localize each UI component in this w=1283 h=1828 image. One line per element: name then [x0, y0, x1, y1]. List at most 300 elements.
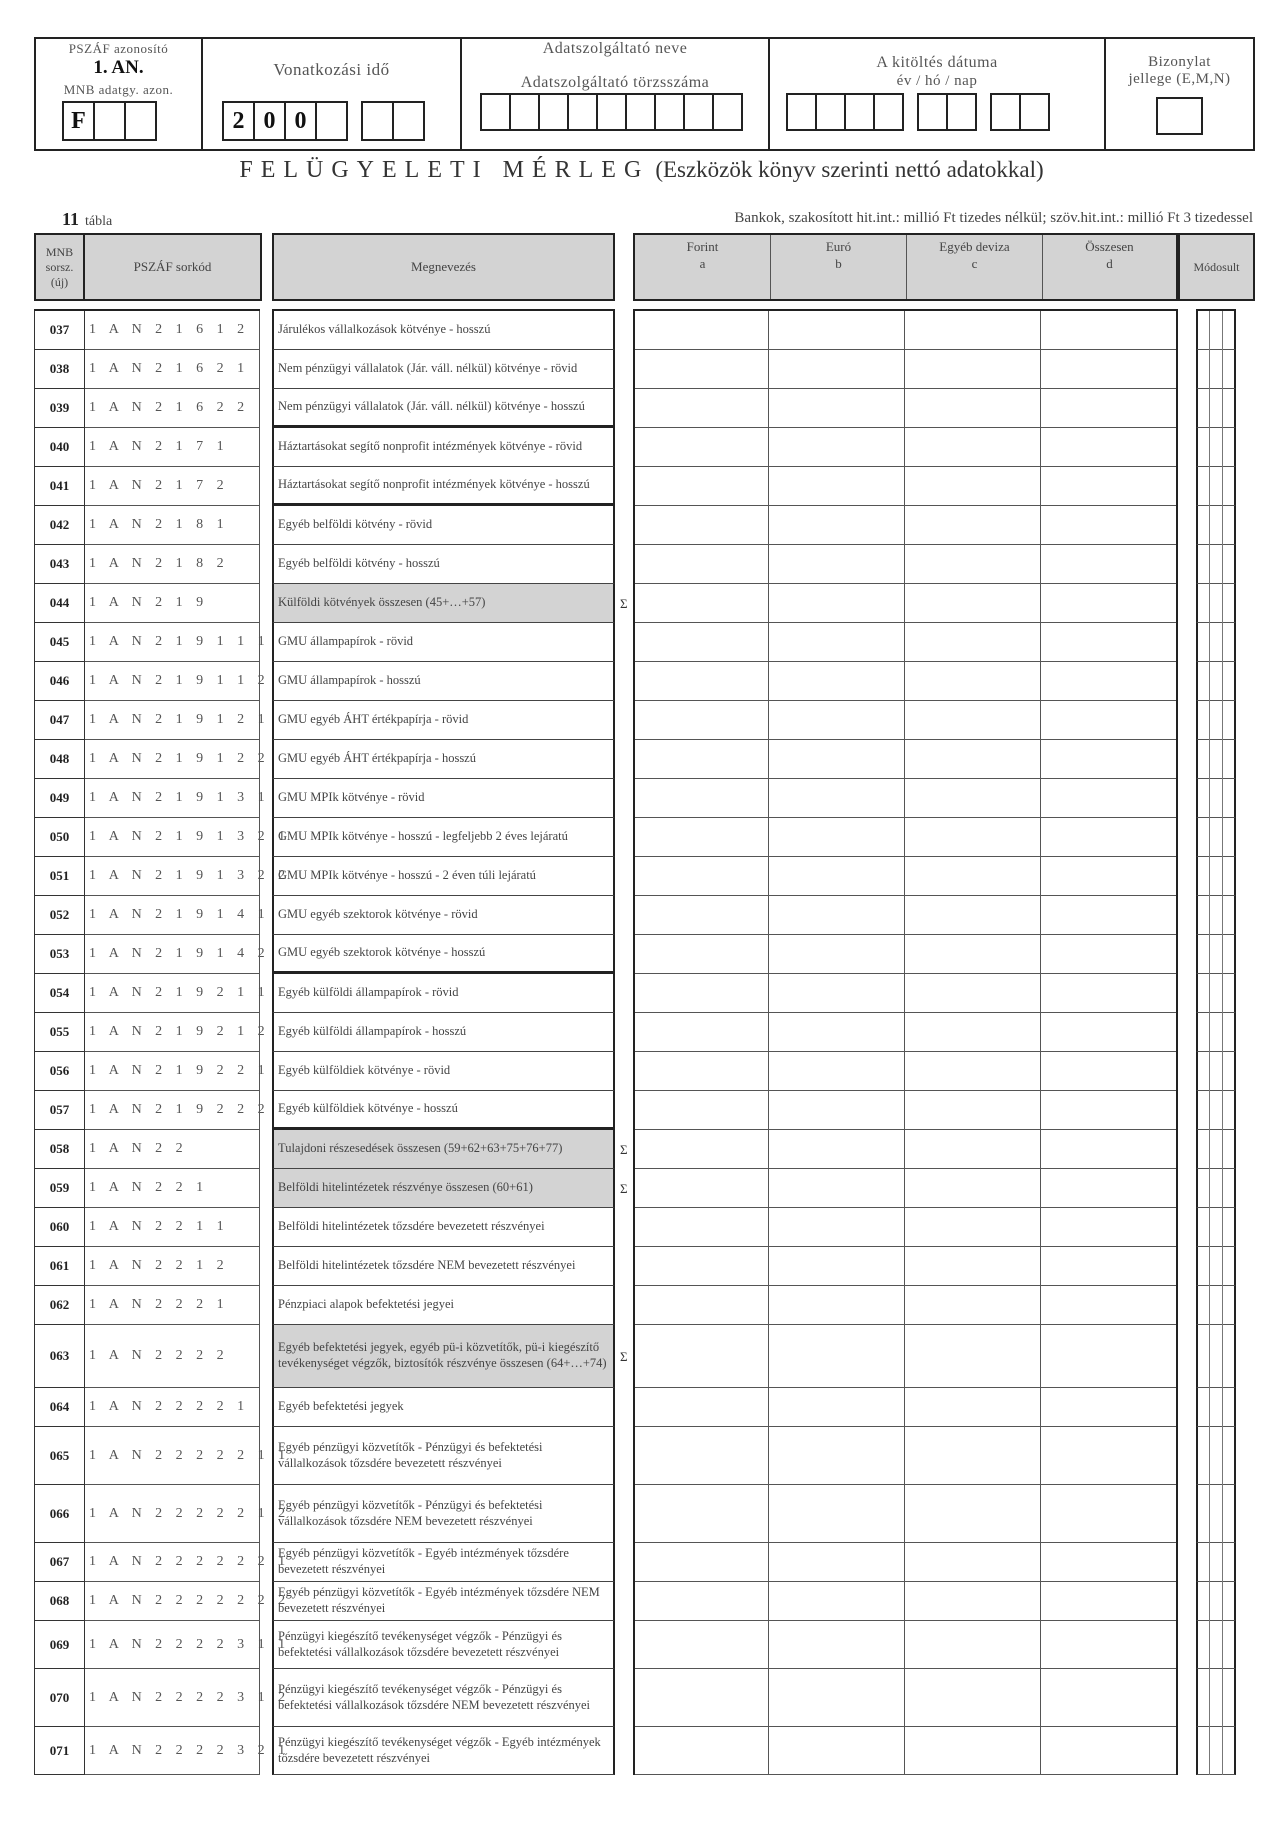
value-cell-other[interactable]: [905, 818, 1041, 857]
value-cell-forint[interactable]: [633, 1669, 769, 1727]
value-cell-total[interactable]: [1041, 1286, 1178, 1325]
value-cell-euro[interactable]: [769, 1169, 905, 1208]
date-box-3[interactable]: [844, 93, 875, 131]
table-row: [0, 1091, 1283, 1130]
value-cell-euro[interactable]: [769, 896, 905, 935]
value-cell-forint[interactable]: [633, 1427, 769, 1485]
value-cell-euro[interactable]: [769, 1325, 905, 1388]
value-cell-total[interactable]: [1041, 1052, 1178, 1091]
modified-cell-inner: [1209, 779, 1223, 818]
modified-cell-inner: [1209, 896, 1223, 935]
row-code: 1 A N 2 2 2 2 2 2 1: [85, 1543, 260, 1582]
row-code: 1 A N 2 2 2 2 1: [85, 1388, 260, 1427]
row-code: 1 A N 2 1 6 2 2: [85, 389, 260, 428]
row-name: Egyéb külföldiek kötvénye - hosszú: [272, 1091, 615, 1130]
row-code: 1 A N 2 1 9 1 3 2 1: [85, 818, 260, 857]
value-cell-other[interactable]: [905, 1208, 1041, 1247]
value-cell-forint[interactable]: [633, 311, 769, 350]
value-cell-other[interactable]: [905, 857, 1041, 896]
value-cell-other[interactable]: [905, 935, 1041, 974]
modified-cell-inner: [1209, 1169, 1223, 1208]
value-cell-total[interactable]: [1041, 1091, 1178, 1130]
table-row: [0, 1013, 1283, 1052]
value-cell-forint[interactable]: [633, 584, 769, 623]
value-cell-euro[interactable]: [769, 1727, 905, 1775]
value-cell-total[interactable]: [1041, 467, 1178, 506]
value-columns-header: [633, 233, 1178, 301]
id-box-3[interactable]: [124, 101, 157, 141]
value-cell-forint[interactable]: [633, 1485, 769, 1543]
date-box-8[interactable]: [1019, 93, 1050, 131]
date-label: A kitöltés dátuma: [876, 54, 998, 71]
row-number: 071: [34, 1727, 85, 1775]
reg-box-5[interactable]: [596, 93, 627, 131]
row-number: 070: [34, 1669, 85, 1727]
value-cell-euro[interactable]: [769, 779, 905, 818]
id-box-2[interactable]: [93, 101, 126, 141]
value-cell-other[interactable]: [905, 1247, 1041, 1286]
date-box-5[interactable]: [917, 93, 948, 131]
table-row: [0, 1286, 1283, 1325]
table-number: [62, 209, 112, 230]
modified-cell-inner: [1209, 1208, 1223, 1247]
value-cell-euro[interactable]: [769, 974, 905, 1013]
table-row: [0, 1325, 1283, 1388]
row-name: GMU egyéb szektorok kötvénye - rövid: [272, 896, 615, 935]
modified-cell-inner: [1209, 818, 1223, 857]
value-cell-forint[interactable]: [633, 662, 769, 701]
table-row: [0, 1169, 1283, 1208]
value-cell-forint[interactable]: [633, 1727, 769, 1775]
value-cell-euro[interactable]: [769, 506, 905, 545]
value-cell-euro[interactable]: [769, 584, 905, 623]
value-cell-other[interactable]: [905, 1427, 1041, 1485]
modified-cell-inner: [1209, 584, 1223, 623]
value-cell-euro[interactable]: [769, 1485, 905, 1543]
row-number: 065: [34, 1427, 85, 1485]
value-cell-euro[interactable]: [769, 1427, 905, 1485]
col-euro-label: Euró: [825, 239, 852, 254]
value-cell-forint[interactable]: [633, 1286, 769, 1325]
value-cell-euro[interactable]: [769, 857, 905, 896]
value-cell-other[interactable]: [905, 389, 1041, 428]
period-box-3[interactable]: 0: [284, 101, 317, 141]
value-cell-euro[interactable]: [769, 623, 905, 662]
value-cell-forint[interactable]: [633, 1091, 769, 1130]
row-name: Egyéb befektetési jegyek, egyéb pü-i közvetítők, pü-i kiegészítő tevékenységet végzők, biztosítók részvénye összesen (64+…+74): [272, 1325, 615, 1388]
row-number: 058: [34, 1130, 85, 1169]
value-cell-other[interactable]: [905, 662, 1041, 701]
row-code: 1 A N 2 1 7 1: [85, 428, 260, 467]
value-cell-total[interactable]: [1041, 1727, 1178, 1775]
modified-cell-inner: [1209, 623, 1223, 662]
reg-box-8[interactable]: [683, 93, 714, 131]
row-name: Pénzpiaci alapok befektetési jegyei: [272, 1286, 615, 1325]
value-cell-total[interactable]: [1041, 740, 1178, 779]
row-number: 061: [34, 1247, 85, 1286]
row-number: 052: [34, 896, 85, 935]
value-cell-euro[interactable]: [769, 1247, 905, 1286]
table-row: [0, 428, 1283, 467]
value-cell-euro[interactable]: [769, 818, 905, 857]
col-code-header: PSZÁF sorkód: [83, 233, 262, 301]
value-cell-total[interactable]: [1041, 1388, 1178, 1427]
value-cell-other[interactable]: [905, 467, 1041, 506]
row-number: 064: [34, 1388, 85, 1427]
period-box-1[interactable]: 2: [222, 101, 255, 141]
col-other-letter: c: [971, 256, 978, 271]
form-id: 1. AN.: [93, 57, 144, 78]
col-euro-header: [771, 235, 907, 299]
row-name: Háztartásokat segítő nonprofit intézmények kötvénye - rövid: [272, 428, 615, 467]
row-code: 1 A N 2 1 9 1 3 2 2: [85, 857, 260, 896]
value-cell-total[interactable]: [1041, 1325, 1178, 1388]
table-row: [0, 1485, 1283, 1543]
value-cell-euro[interactable]: [769, 311, 905, 350]
row-number: 063: [34, 1325, 85, 1388]
value-cell-forint[interactable]: [633, 1208, 769, 1247]
row-number: 040: [34, 428, 85, 467]
value-cell-forint[interactable]: [633, 1543, 769, 1582]
title-main: FELÜGYELETI MÉRLEG: [239, 157, 650, 183]
value-cell-other[interactable]: [905, 701, 1041, 740]
value-cell-euro[interactable]: [769, 740, 905, 779]
value-cell-forint[interactable]: [633, 350, 769, 389]
value-cell-other[interactable]: [905, 1543, 1041, 1582]
value-cell-other[interactable]: [905, 1052, 1041, 1091]
value-cell-euro[interactable]: [769, 467, 905, 506]
modified-cell-inner: [1209, 389, 1223, 428]
row-name: Pénzügyi kiegészítő tevékenységet végzők - Egyéb intézmények tőzsdére bevezetett részvényei: [272, 1727, 615, 1775]
date-cell: [770, 39, 1106, 149]
value-cell-forint[interactable]: [633, 1247, 769, 1286]
provider-name-label: Adatszolgáltató neve: [542, 40, 688, 57]
value-cell-total[interactable]: [1041, 1669, 1178, 1727]
value-cell-other[interactable]: [905, 545, 1041, 584]
row-name: Pénzügyi kiegészítő tevékenységet végzők - Pénzügyi és befektetési vállalkozások tőzsdére NEM bevezetett részvényei: [272, 1669, 615, 1727]
sum-marker: Σ: [620, 595, 628, 611]
reg-box-3[interactable]: [538, 93, 569, 131]
value-cell-euro[interactable]: [769, 1052, 905, 1091]
row-code: 1 A N 2 2 2 2 3 1 1: [85, 1621, 260, 1669]
value-cell-euro[interactable]: [769, 1130, 905, 1169]
table-row: [0, 779, 1283, 818]
modified-cell-inner: [1209, 1286, 1223, 1325]
pszaf-id-cell: [36, 39, 203, 149]
value-cell-total[interactable]: [1041, 1130, 1178, 1169]
value-cell-forint[interactable]: [633, 1582, 769, 1621]
value-cell-total[interactable]: [1041, 545, 1178, 584]
value-cell-euro[interactable]: [769, 662, 905, 701]
value-cell-total[interactable]: [1041, 1247, 1178, 1286]
period-box-5[interactable]: [361, 101, 394, 141]
value-block-left-border: [633, 311, 635, 1775]
row-code: 1 A N 2 1 9 2 1 1: [85, 974, 260, 1013]
value-cell-forint[interactable]: [633, 1325, 769, 1388]
row-code: 1 A N 2 2 1: [85, 1169, 260, 1208]
doc-type-label-2: jellege (E,M,N): [1128, 71, 1231, 87]
value-cell-forint[interactable]: [633, 1052, 769, 1091]
table-row: [0, 584, 1283, 623]
row-code: 1 A N 2 1 9 1 2 1: [85, 701, 260, 740]
value-cell-forint[interactable]: [633, 1621, 769, 1669]
doc-type-box[interactable]: [1156, 97, 1203, 135]
value-cell-euro[interactable]: [769, 1388, 905, 1427]
row-number: 041: [34, 467, 85, 506]
modified-cell-inner: [1209, 1543, 1223, 1582]
doc-type-label-1: Bizonylat: [1148, 54, 1211, 70]
value-cell-total[interactable]: [1041, 662, 1178, 701]
value-cell-forint[interactable]: [633, 857, 769, 896]
value-cell-forint[interactable]: [633, 1169, 769, 1208]
modified-cell-inner: [1209, 974, 1223, 1013]
table-number-value: 11: [62, 209, 80, 229]
value-cell-total[interactable]: [1041, 428, 1178, 467]
value-cell-total[interactable]: [1041, 623, 1178, 662]
value-cell-total[interactable]: [1041, 818, 1178, 857]
value-cell-forint[interactable]: [633, 740, 769, 779]
value-cell-euro[interactable]: [769, 350, 905, 389]
value-cell-euro[interactable]: [769, 1543, 905, 1582]
value-cell-other[interactable]: [905, 1130, 1041, 1169]
value-cell-total[interactable]: [1041, 896, 1178, 935]
value-cell-other[interactable]: [905, 1485, 1041, 1543]
table-row: [0, 974, 1283, 1013]
value-cell-other[interactable]: [905, 740, 1041, 779]
value-cell-total[interactable]: [1041, 506, 1178, 545]
value-cell-euro[interactable]: [769, 1286, 905, 1325]
row-code: 1 A N 2 2: [85, 1130, 260, 1169]
value-cell-other[interactable]: [905, 1727, 1041, 1775]
modified-cell-inner: [1209, 545, 1223, 584]
value-cell-total[interactable]: [1041, 1485, 1178, 1543]
value-cell-forint[interactable]: [633, 935, 769, 974]
title-sub: (Eszközök könyv szerinti nettó adatokkal): [655, 157, 1044, 182]
value-cell-forint[interactable]: [633, 896, 769, 935]
value-cell-other[interactable]: [905, 1669, 1041, 1727]
value-cell-euro[interactable]: [769, 1091, 905, 1130]
value-cell-total[interactable]: [1041, 701, 1178, 740]
form-header: [34, 37, 1255, 151]
row-name: GMU MPIk kötvénye - hosszú - legfeljebb 2 éves lejáratú: [272, 818, 615, 857]
value-cell-forint[interactable]: [633, 974, 769, 1013]
modified-cell-inner: [1209, 428, 1223, 467]
value-cell-euro[interactable]: [769, 1013, 905, 1052]
modified-cell-inner: [1209, 350, 1223, 389]
period-box-2[interactable]: 0: [253, 101, 286, 141]
value-cell-forint[interactable]: [633, 428, 769, 467]
value-cell-euro[interactable]: [769, 1669, 905, 1727]
date-box-4[interactable]: [873, 93, 904, 131]
value-cell-forint[interactable]: [633, 467, 769, 506]
value-cell-other[interactable]: [905, 1286, 1041, 1325]
value-cell-forint[interactable]: [633, 1388, 769, 1427]
value-cell-total[interactable]: [1041, 350, 1178, 389]
date-box-7[interactable]: [990, 93, 1021, 131]
modified-cell-inner: [1209, 1582, 1223, 1621]
value-cell-total[interactable]: [1041, 857, 1178, 896]
table-row: [0, 467, 1283, 506]
row-code: 1 A N 2 1 9 1 3 1: [85, 779, 260, 818]
value-cell-total[interactable]: [1041, 1169, 1178, 1208]
sum-marker: Σ: [620, 1348, 628, 1364]
value-cell-other[interactable]: [905, 1621, 1041, 1669]
value-cell-total[interactable]: [1041, 584, 1178, 623]
col-forint-label: Forint: [686, 239, 719, 254]
row-name: GMU MPIk kötvénye - hosszú - 2 éven túli lejáratú: [272, 857, 615, 896]
value-cell-total[interactable]: [1041, 1582, 1178, 1621]
modified-cell-inner: [1209, 1621, 1223, 1669]
date-box-6[interactable]: [946, 93, 977, 131]
value-cell-total[interactable]: [1041, 1013, 1178, 1052]
modified-cell-inner: [1209, 1669, 1223, 1727]
period-box-6[interactable]: [392, 101, 425, 141]
value-cell-total[interactable]: [1041, 779, 1178, 818]
modified-cell-inner: [1209, 1247, 1223, 1286]
value-cell-other[interactable]: [905, 1013, 1041, 1052]
row-name: Külföldi kötvények összesen (45+…+57): [272, 584, 615, 623]
value-cell-forint[interactable]: [633, 545, 769, 584]
value-cell-other[interactable]: [905, 1388, 1041, 1427]
row-name: Pénzügyi kiegészítő tevékenységet végzők - Pénzügyi és befektetési vállalkozások tőzsdére bevezetett részvényei: [272, 1621, 615, 1669]
row-number: 056: [34, 1052, 85, 1091]
row-name: Nem pénzügyi vállalatok (Jár. váll. nélkül) kötvénye - rövid: [272, 350, 615, 389]
value-cell-forint[interactable]: [633, 818, 769, 857]
value-cell-total[interactable]: [1041, 1621, 1178, 1669]
row-number: 062: [34, 1286, 85, 1325]
value-cell-forint[interactable]: [633, 701, 769, 740]
table-row: [0, 1669, 1283, 1727]
value-cell-other[interactable]: [905, 779, 1041, 818]
reg-box-6[interactable]: [625, 93, 656, 131]
date-box-2[interactable]: [815, 93, 846, 131]
period-box-4[interactable]: [315, 101, 348, 141]
row-number: 053: [34, 935, 85, 974]
value-cell-other[interactable]: [905, 350, 1041, 389]
value-cell-euro[interactable]: [769, 1208, 905, 1247]
row-name: GMU egyéb ÁHT értékpapírja - rövid: [272, 701, 615, 740]
reg-box-4[interactable]: [567, 93, 598, 131]
modified-cell-inner: [1209, 857, 1223, 896]
row-name: GMU állampapírok - rövid: [272, 623, 615, 662]
row-name: Egyéb külföldi állampapírok - hosszú: [272, 1013, 615, 1052]
pszaf-label: PSZÁF azonosító: [68, 41, 169, 56]
row-name: Egyéb külföldi állampapírok - rövid: [272, 974, 615, 1013]
value-cell-other[interactable]: [905, 896, 1041, 935]
modified-cell-inner: [1209, 1013, 1223, 1052]
value-cell-forint[interactable]: [633, 779, 769, 818]
value-cell-euro[interactable]: [769, 545, 905, 584]
value-cell-other[interactable]: [905, 506, 1041, 545]
value-cell-total[interactable]: [1041, 311, 1178, 350]
value-cell-forint[interactable]: [633, 506, 769, 545]
table-row: [0, 1582, 1283, 1621]
value-cell-euro[interactable]: [769, 428, 905, 467]
value-cell-other[interactable]: [905, 623, 1041, 662]
row-code: 1 A N 2 1 9 1 2 2: [85, 740, 260, 779]
row-code: 1 A N 2 1 8 1: [85, 506, 260, 545]
value-cell-euro[interactable]: [769, 389, 905, 428]
col-euro-letter: b: [835, 256, 842, 271]
value-cell-other[interactable]: [905, 311, 1041, 350]
value-cell-forint[interactable]: [633, 1130, 769, 1169]
row-name: GMU egyéb szektorok kötvénye - hosszú: [272, 935, 615, 974]
row-code: 1 A N 2 1 8 2: [85, 545, 260, 584]
table-row: [0, 818, 1283, 857]
value-cell-other[interactable]: [905, 1091, 1041, 1130]
row-name: Tulajdoni részesedések összesen (59+62+63+75+76+77): [272, 1130, 615, 1169]
row-number: 054: [34, 974, 85, 1013]
modified-cell-inner: [1209, 662, 1223, 701]
value-cell-forint[interactable]: [633, 623, 769, 662]
row-code: 1 A N 2 2 1 1: [85, 1208, 260, 1247]
period-cell: [203, 39, 462, 149]
row-number: 066: [34, 1485, 85, 1543]
row-name: Belföldi hitelintézetek részvénye összesen (60+61): [272, 1169, 615, 1208]
id-box-1[interactable]: F: [62, 101, 95, 141]
date-box-1[interactable]: [786, 93, 817, 131]
row-number: 046: [34, 662, 85, 701]
value-cell-total[interactable]: [1041, 1427, 1178, 1485]
modified-cell-inner: [1209, 506, 1223, 545]
value-cell-euro[interactable]: [769, 935, 905, 974]
row-name: Egyéb pénzügyi közvetítők - Pénzügyi és befektetési vállalkozások tőzsdére bevezetett részvényei: [272, 1427, 615, 1485]
value-cell-other[interactable]: [905, 584, 1041, 623]
value-cell-euro[interactable]: [769, 701, 905, 740]
col-other-label: Egyéb deviza: [939, 239, 1010, 254]
value-cell-euro[interactable]: [769, 1621, 905, 1669]
row-name: Nem pénzügyi vállalatok (Jár. váll. nélkül) kötvénye - hosszú: [272, 389, 615, 428]
modified-cell-inner: [1209, 1091, 1223, 1130]
reg-box-7[interactable]: [654, 93, 685, 131]
reg-box-9[interactable]: [712, 93, 743, 131]
value-cell-total[interactable]: [1041, 389, 1178, 428]
col-mnb-header: MNB sorsz. (új): [34, 233, 85, 301]
value-cell-total[interactable]: [1041, 1543, 1178, 1582]
row-number: 039: [34, 389, 85, 428]
units-note: Bankok, szakosított hit.int.: millió Ft tizedes nélkül; szöv.hit.int.: millió Ft 3 tizedessel: [734, 210, 1253, 226]
row-code: 1 A N 2 1 9: [85, 584, 260, 623]
row-name: Egyéb pénzügyi közvetítők - Pénzügyi és befektetési vállalkozások tőzsdére NEM bevezetett részvényei: [272, 1485, 615, 1543]
row-code: 1 A N 2 2 2 2 3 2 1: [85, 1727, 260, 1775]
col-forint-header: [635, 235, 771, 299]
value-cell-euro[interactable]: [769, 1582, 905, 1621]
value-cell-total[interactable]: [1041, 935, 1178, 974]
value-cell-other[interactable]: [905, 1325, 1041, 1388]
value-cell-total[interactable]: [1041, 1208, 1178, 1247]
value-cell-other[interactable]: [905, 428, 1041, 467]
value-cell-other[interactable]: [905, 974, 1041, 1013]
modified-cell-inner: [1209, 1388, 1223, 1427]
table-row: [0, 740, 1283, 779]
row-name: GMU állampapírok - hosszú: [272, 662, 615, 701]
value-cell-other[interactable]: [905, 1582, 1041, 1621]
modified-cell-inner: [1209, 1427, 1223, 1485]
row-name: GMU MPIk kötvénye - rövid: [272, 779, 615, 818]
value-cell-other[interactable]: [905, 1169, 1041, 1208]
value-cell-total[interactable]: [1041, 974, 1178, 1013]
col-modified-header: Módosult: [1178, 233, 1255, 301]
reg-box-1[interactable]: [480, 93, 511, 131]
reg-box-2[interactable]: [509, 93, 540, 131]
modified-cell-inner: [1209, 701, 1223, 740]
value-cell-forint[interactable]: [633, 389, 769, 428]
row-name: Egyéb belföldi kötvény - rövid: [272, 506, 615, 545]
row-number: 068: [34, 1582, 85, 1621]
value-cell-forint[interactable]: [633, 1013, 769, 1052]
row-number: 057: [34, 1091, 85, 1130]
row-number: 043: [34, 545, 85, 584]
